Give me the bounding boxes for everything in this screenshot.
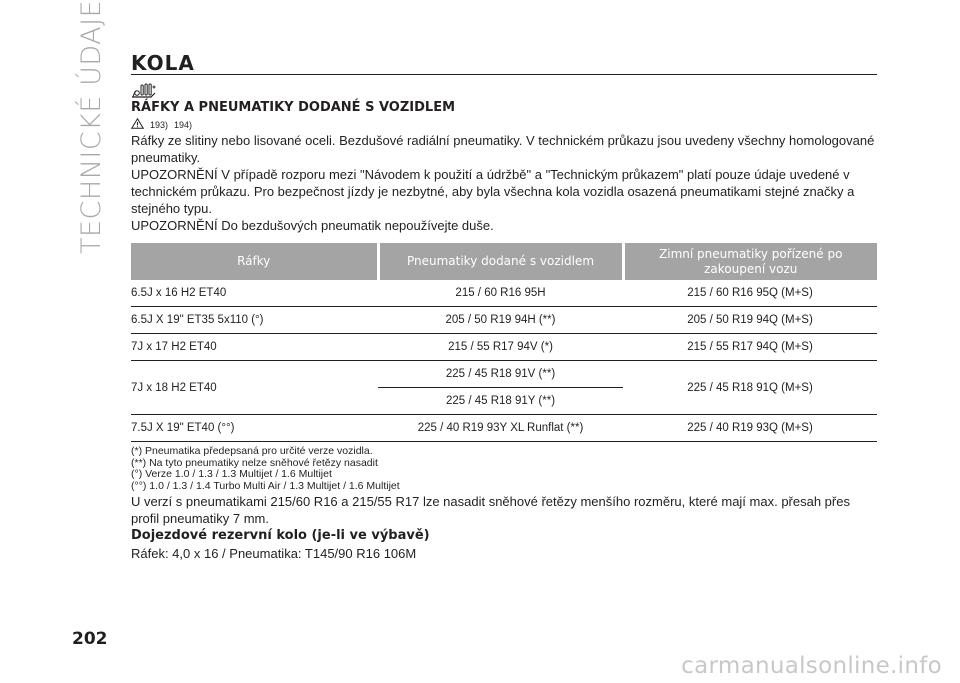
side-chapter-title: TECHNICKÉ ÚDAJE	[76, 0, 107, 254]
footnote: (*) Pneumatika předepsaná pro určité verze vozidla.	[131, 445, 373, 457]
spare-wheel-title: Dojezdové rezervní kolo (je-li ve výbavě)	[131, 528, 430, 543]
warning-references	[131, 117, 877, 132]
tyre-cell: 215 / 60 R16 95H	[378, 280, 623, 307]
rim-cell: 6.5J X 19" ET35 5x110 (°)	[131, 307, 378, 334]
winter-tyre-cell: 205 / 50 R19 94Q (M+S)	[623, 307, 877, 334]
winter-tyre-cell: 225 / 45 R18 91Q (M+S)	[623, 361, 877, 415]
section-title: RÁFKY A PNEUMATIKY DODANÉ S VOZIDLEM	[131, 100, 456, 115]
header-winter-tyres: Zimní pneumatiky pořízené po zakoupení vozu	[623, 243, 877, 280]
header-rims: Ráfky	[131, 243, 378, 280]
rim-cell: 7J x 18 H2 ET40	[131, 361, 378, 415]
tyre-cell: 215 / 55 R17 94V (*)	[378, 334, 623, 361]
chapter-title: KOLA	[131, 51, 195, 75]
footnote: (°°) 1.0 / 1.3 / 1.4 Turbo Multi Air / 1.3 Multijet / 1.6 Multijet	[131, 479, 400, 492]
warning-paragraph-2: UPOZORNĚNÍ Do bezdušových pneumatik nepoužívejte duše.	[131, 218, 494, 233]
rim-cell: 7.5J X 19" ET40 (°°)	[131, 415, 378, 442]
footnote: (**) Na tyto pneumatiky nelze sněhové řetězy nasadit	[131, 456, 378, 469]
table-row	[131, 307, 877, 334]
footnote: (°) Verze 1.0 / 1.3 / 1.3 Multijet / 1.6 Multijet	[131, 468, 332, 480]
snow-chains-paragraph: U verzí s pneumatikami 215/60 R16 a 215/55 R17 lze nasadit sněhové řetězy menšího rozměru, které mají max. přesah přes profil pneumatiky 7 mm.	[131, 494, 850, 526]
tyre-cell: 225 / 40 R19 93Y XL Runflat (**)	[378, 415, 623, 442]
tyre-cell	[378, 361, 623, 388]
table-row	[131, 280, 877, 307]
chapter-divider	[131, 74, 877, 75]
warning-paragraph-1: UPOZORNĚNÍ V případě rozporu mezi "Návodem k použití a údržbě" a "Technickým průkazem" platí pouze údaje uvedené v technickém průkazu. Pro bezpečnost jízdy je nezbytné, aby byla všechna kola vozidla osazená pneumatikami stejné značky a stejného typu.	[131, 167, 855, 216]
table-row	[131, 361, 877, 388]
winter-tyre-cell: 215 / 55 R17 94Q (M+S)	[623, 334, 877, 361]
wheel-tyre-icon	[131, 82, 877, 100]
warning-triangle-icon	[131, 116, 144, 134]
watermark: carmanualsonline.info	[681, 653, 942, 679]
tyre-option: 225 / 45 R18 91Y (**)	[445, 395, 556, 407]
reference-194: 194)	[174, 119, 193, 130]
table-header-row	[131, 243, 877, 280]
tyre-cell	[378, 388, 623, 415]
intro-paragraph: Ráfky ze slitiny nebo lisované oceli. Bezdušové radiální pneumatiky. V technickém průkazu jsou uvedeny všechny homologované pneumatiky.	[131, 133, 875, 165]
table-footnotes	[131, 446, 877, 492]
winter-tyre-cell: 225 / 40 R19 93Q (M+S)	[623, 415, 877, 442]
spare-wheel-text: Ráfek: 4,0 x 16 / Pneumatika: T145/90 R16 106M	[131, 546, 417, 561]
header-supplied-tyres: Pneumatiky dodané s vozidlem	[378, 243, 623, 280]
winter-tyre-cell: 215 / 60 R16 95Q (M+S)	[623, 280, 877, 307]
page-number: 202	[72, 629, 108, 649]
tyre-option: 225 / 45 R18 91V (**)	[445, 368, 556, 380]
rims-tyres-table	[131, 243, 877, 442]
tyre-cell: 205 / 50 R19 94H (**)	[378, 307, 623, 334]
table-row	[131, 334, 877, 361]
page-content	[131, 50, 877, 562]
rim-cell: 7J x 17 H2 ET40	[131, 334, 378, 361]
rim-cell: 6.5J x 16 H2 ET40	[131, 280, 378, 307]
reference-193: 193)	[150, 119, 169, 130]
table-row	[131, 415, 877, 442]
